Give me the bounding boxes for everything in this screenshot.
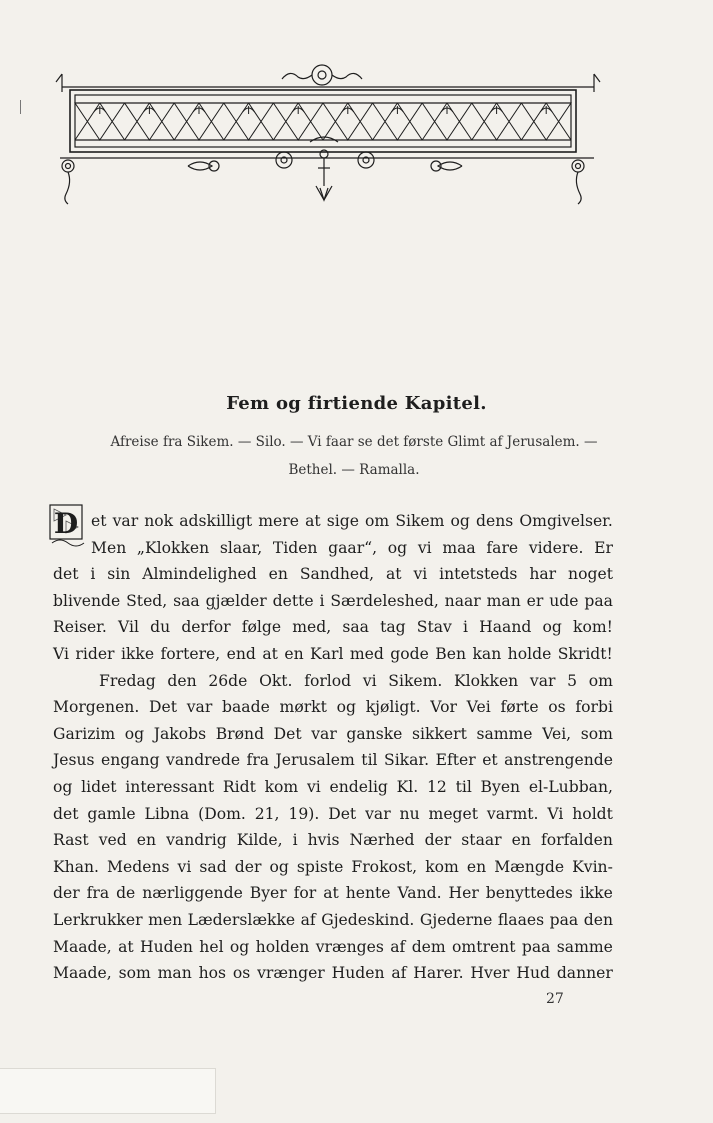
chapter-summary [54, 428, 654, 484]
text-line [53, 854, 613, 881]
text-line [53, 508, 613, 535]
text-line [53, 880, 613, 907]
summary-line: Afreise fra Sikem. — Silo. — Vi faar se det første Glimt af Jerusalem. — [110, 434, 598, 450]
text-line-content: Maade, som man hos os vrænger Huden af Harer. Hver Hud danner [53, 964, 613, 983]
text-line [53, 588, 613, 615]
text-line-content: Lerkrukker men Læderslække af Gjedeskind. Gjederne flaaes paa den [53, 910, 613, 929]
svg-text:D: D [53, 507, 79, 540]
text-line-content: og lidet interessant Ridt kom vi endelig Kl. 12 til Byen el-Lubban, [53, 777, 613, 796]
body-text [53, 508, 613, 987]
text-line-content: Fredag den 26de Okt. forlod vi Sikem. Klokken var 5 om [99, 671, 613, 690]
text-line-content: blivende Sted, saa gjælder dette i Særdeleshed, naar man er ude paa [53, 591, 613, 610]
text-line-content: Rast ved en vandrig Kilde, i hvis Nærhed der staar en forfalden [53, 831, 613, 850]
summary-line: Bethel. — Ramalla. [288, 462, 420, 478]
text-line [53, 641, 613, 668]
text-line-content: Jesus engang vandrede fra Jerusalem til Sikar. Efter et anstrengende [53, 751, 613, 770]
text-line [53, 774, 613, 801]
text-line [53, 747, 613, 774]
text-line [53, 934, 613, 961]
text-line-content: Vi rider ikke fortere, end at en Karl med gode Ben kan holde Skridt! [53, 644, 613, 663]
text-line [53, 614, 613, 641]
text-line [53, 561, 613, 588]
text-line-content: et var nok adskilligt mere at sige om Sikem og dens Omgivelser. [91, 512, 613, 530]
text-line-content: Men „Klokken slaar, Tiden gaar“, og vi maa fare videre. Er [91, 538, 613, 557]
margin-mark [20, 100, 21, 114]
chapter-title: Fem og firtiende Kapitel. [226, 393, 487, 414]
text-line [53, 960, 613, 987]
text-line-content: Maade, at Huden hel og holden vrænges af dem omtrent paa samme [53, 937, 613, 956]
text-line [53, 907, 613, 934]
text-line-content: det gamle Libna (Dom. 21, 19). Det var nu meget varmt. Vi holdt [53, 804, 613, 823]
page-number: 27 [546, 991, 564, 1007]
text-line [53, 721, 613, 748]
text-line [53, 801, 613, 828]
text-line-content: det i sin Almindelighed en Sandhed, at vi intetsteds har noget [53, 565, 613, 584]
text-line-content: der fra de nærliggende Byer for at hente Vand. Her benyttedes ikke [53, 884, 613, 903]
paper-strip [0, 1068, 216, 1114]
text-line [53, 535, 613, 562]
text-line-content: Morgenen. Det var baade mørkt og kjøligt. Vor Vei førte os forbi [53, 698, 613, 717]
text-line-content: Garizim og Jakobs Brønd Det var ganske sikkert samme Vei, som [53, 724, 613, 743]
text-line [53, 668, 613, 695]
text-line-content: Reiser. Vil du derfor følge med, saa tag Stav i Haand og kom! [53, 618, 613, 637]
text-line [53, 827, 613, 854]
text-line-content: Khan. Medens vi sad der og spiste Frokost, kom en Mængde Kvin- [53, 857, 613, 876]
ornamental-headpiece [48, 62, 608, 212]
text-line [53, 694, 613, 721]
